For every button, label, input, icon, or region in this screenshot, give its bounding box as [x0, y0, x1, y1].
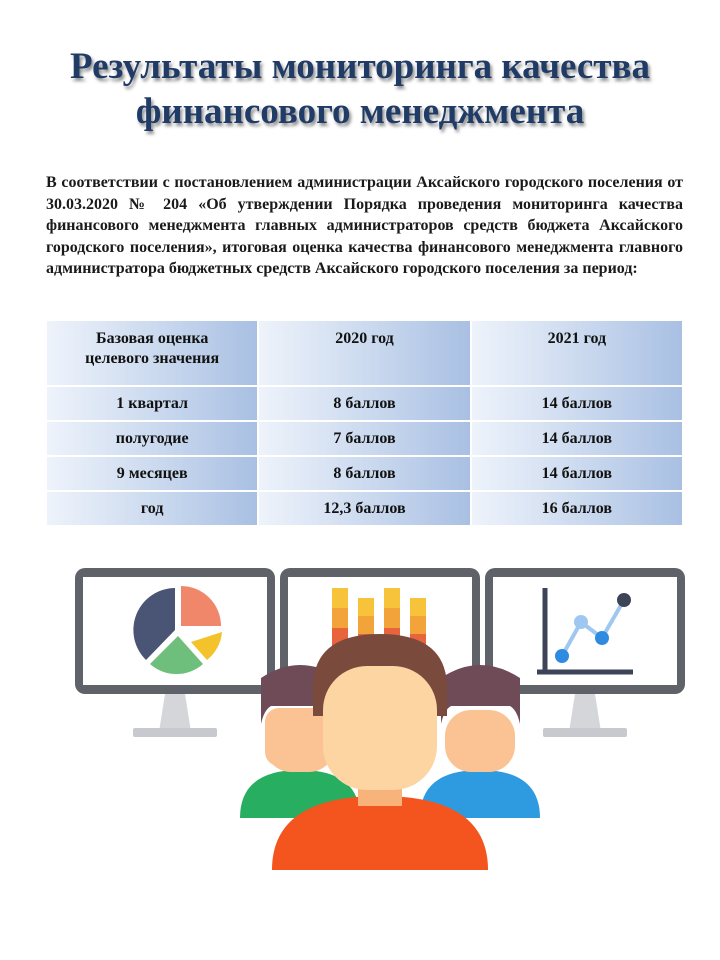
table-row — [47, 422, 682, 457]
score-2020-cell: 7 баллов — [259, 422, 469, 457]
analytics-team-illustration — [75, 560, 685, 880]
score-2020-cell: 12,3 баллов — [259, 492, 469, 527]
table-header-row — [47, 321, 682, 387]
page-title-line-2: финансового менеджмента — [135, 91, 585, 132]
score-2021-cell: 16 баллов — [472, 492, 682, 527]
page-title-line-1: Результаты мониторинга качества — [69, 46, 650, 87]
score-2020-cell: 8 баллов — [259, 457, 469, 492]
score-2021-cell: 14 баллов — [472, 422, 682, 457]
period-cell: 9 месяцев — [47, 457, 257, 492]
score-2020-cell: 8 баллов — [259, 387, 469, 422]
table-row — [47, 387, 682, 422]
results-table — [45, 321, 684, 527]
score-2021-cell: 14 баллов — [472, 387, 682, 422]
header-2021: 2021 год — [472, 321, 682, 387]
line-chart-monitor-icon — [485, 568, 685, 737]
period-cell: 1 квартал — [47, 387, 257, 422]
score-2021-cell: 14 баллов — [472, 457, 682, 492]
header-base-score: Базовая оценка целевого значения — [47, 321, 257, 387]
period-cell: год — [47, 492, 257, 527]
header-2020: 2020 год — [259, 321, 469, 387]
page-title — [0, 44, 720, 134]
table-row — [47, 457, 682, 492]
period-cell: полугодие — [47, 422, 257, 457]
pie-chart-monitor-icon — [75, 568, 275, 737]
table-row — [47, 492, 682, 527]
intro-paragraph: В соответствии с постановлением администрации Аксайского городского поселения от 30.03.2020 № 204 «Об утверждении Порядка проведения мониторинга качества финансового менеджмента главных администраторов средств бюджета Аксайского городского поселения», итоговая оценка качества финансового менеджмента главного администратора бюджетных средств Аксайского городского поселения за период: — [46, 174, 683, 277]
people-group-icon — [240, 634, 540, 870]
